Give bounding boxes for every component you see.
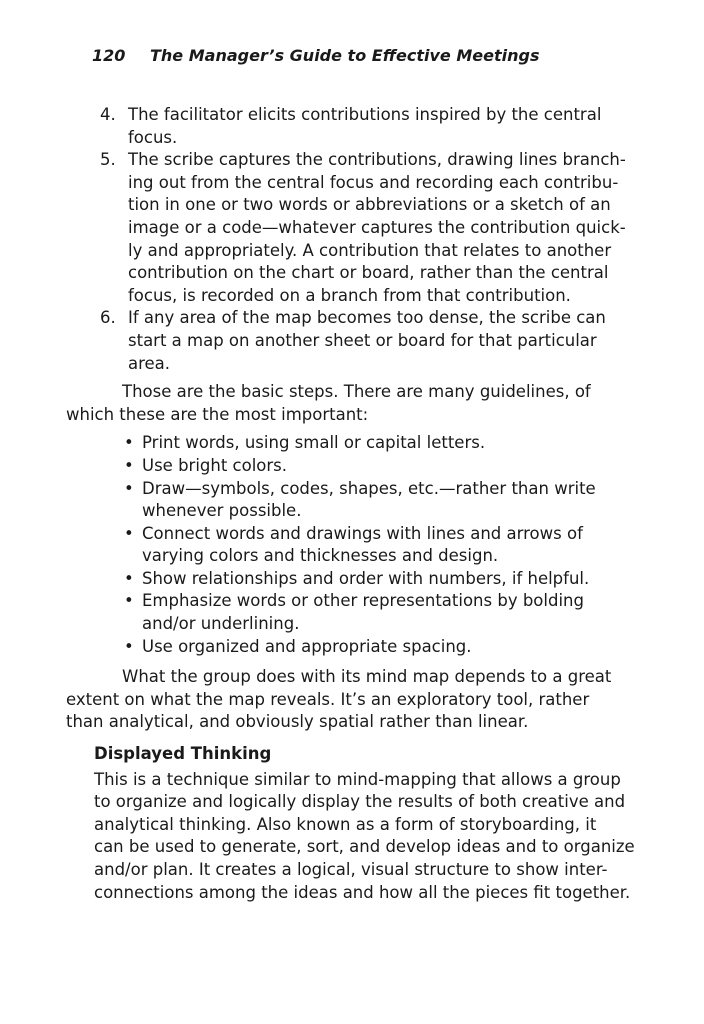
paragraph-line: What the group does with its mind map depends to a great [122, 667, 612, 687]
step-number: 6. [100, 308, 116, 328]
step-line: tion in one or two words or abbreviations or a sketch of an [128, 195, 611, 215]
bullet-icon: • [124, 636, 134, 656]
step-number: 5. [100, 150, 116, 170]
guideline-line: Use organized and appropriate spacing. [142, 636, 472, 656]
bullet-icon: • [124, 433, 134, 453]
bullet-icon: • [124, 478, 134, 498]
section-paragraph [94, 769, 635, 905]
paragraph-line: which these are the most important: [66, 404, 369, 424]
numbered-steps [94, 104, 626, 375]
paragraph-line: can be used to generate, sort, and develop ideas and to organize [94, 837, 635, 857]
running-head [92, 46, 539, 65]
guideline-line: Print words, using small or capital letters. [142, 433, 486, 453]
guideline-item [94, 636, 614, 659]
step-number: 4. [100, 105, 116, 124]
step-line: start a map on another sheet or board for that particular [128, 330, 597, 350]
paragraph-line: to organize and logically display the results of both creative and [94, 792, 626, 812]
section-heading: Displayed Thinking [94, 744, 272, 764]
step-line: focus, is recorded on a branch from that contribution. [128, 285, 571, 305]
guideline-item [94, 523, 614, 568]
guideline-item [94, 432, 614, 455]
step-item [94, 307, 614, 375]
guideline-line: Use bright colors. [142, 455, 288, 475]
guideline-item [94, 590, 614, 635]
paragraph-line: connections among the ideas and how all the pieces fit together. [94, 882, 631, 902]
guideline-item [94, 455, 614, 478]
guideline-line: Emphasize words or other representations by bolding [142, 591, 584, 611]
bullet-icon: • [124, 523, 134, 543]
guideline-line: whenever possible. [142, 501, 302, 521]
guidelines-list [94, 432, 614, 658]
bullet-icon: • [124, 455, 134, 475]
step-line: focus. [128, 127, 178, 147]
book-title: The Manager’s Guide to Effective Meetings [150, 46, 540, 65]
step-line: image or a code—whatever captures the contribution quick- [128, 217, 626, 237]
step-line: area. [128, 353, 171, 373]
step-line: ly and appropriately. A contribution that relates to another [128, 240, 612, 260]
guideline-item [94, 478, 614, 523]
step-line: If any area of the map becomes too dense, the scribe can [128, 308, 606, 328]
bullet-icon: • [124, 591, 134, 611]
paragraph-line: analytical thinking. Also known as a form of storyboarding, it [94, 814, 597, 834]
step-line: The scribe captures the contributions, drawing lines branch- [128, 150, 626, 170]
guideline-line: Draw—symbols, codes, shapes, etc.—rather than write [142, 478, 596, 498]
paragraph-line: than analytical, and obviously spatial rather than linear. [66, 712, 529, 732]
step-line: The facilitator elicits contributions inspired by the central [128, 105, 602, 124]
guideline-line: Connect words and drawings with lines and arrows of [142, 523, 583, 543]
paragraph-line: This is a technique similar to mind-mapping that allows a group [94, 769, 621, 789]
step-line: contribution on the chart or board, rather than the central [128, 263, 609, 283]
guideline-line: Show relationships and order with numbers, if helpful. [142, 568, 590, 588]
intro-paragraph [66, 381, 614, 426]
guideline-line: varying colors and thicknesses and design. [142, 546, 499, 566]
paragraph-line: and/or plan. It creates a logical, visual structure to show inter- [94, 860, 608, 879]
page-number: 120 [92, 46, 126, 65]
step-item [94, 149, 626, 307]
bullet-icon: • [124, 568, 134, 588]
step-line: ing out from the central focus and recording each contribu- [128, 172, 619, 192]
guideline-line: and/or underlining. [142, 614, 300, 634]
step-item [94, 104, 614, 149]
page-body [66, 104, 635, 904]
paragraph-line: Those are the basic steps. There are many guidelines, of [122, 382, 591, 402]
mind-map-paragraph [66, 666, 614, 734]
paragraph-line: extent on what the map reveals. It’s an exploratory tool, rather [66, 689, 590, 709]
guideline-item [94, 568, 614, 591]
